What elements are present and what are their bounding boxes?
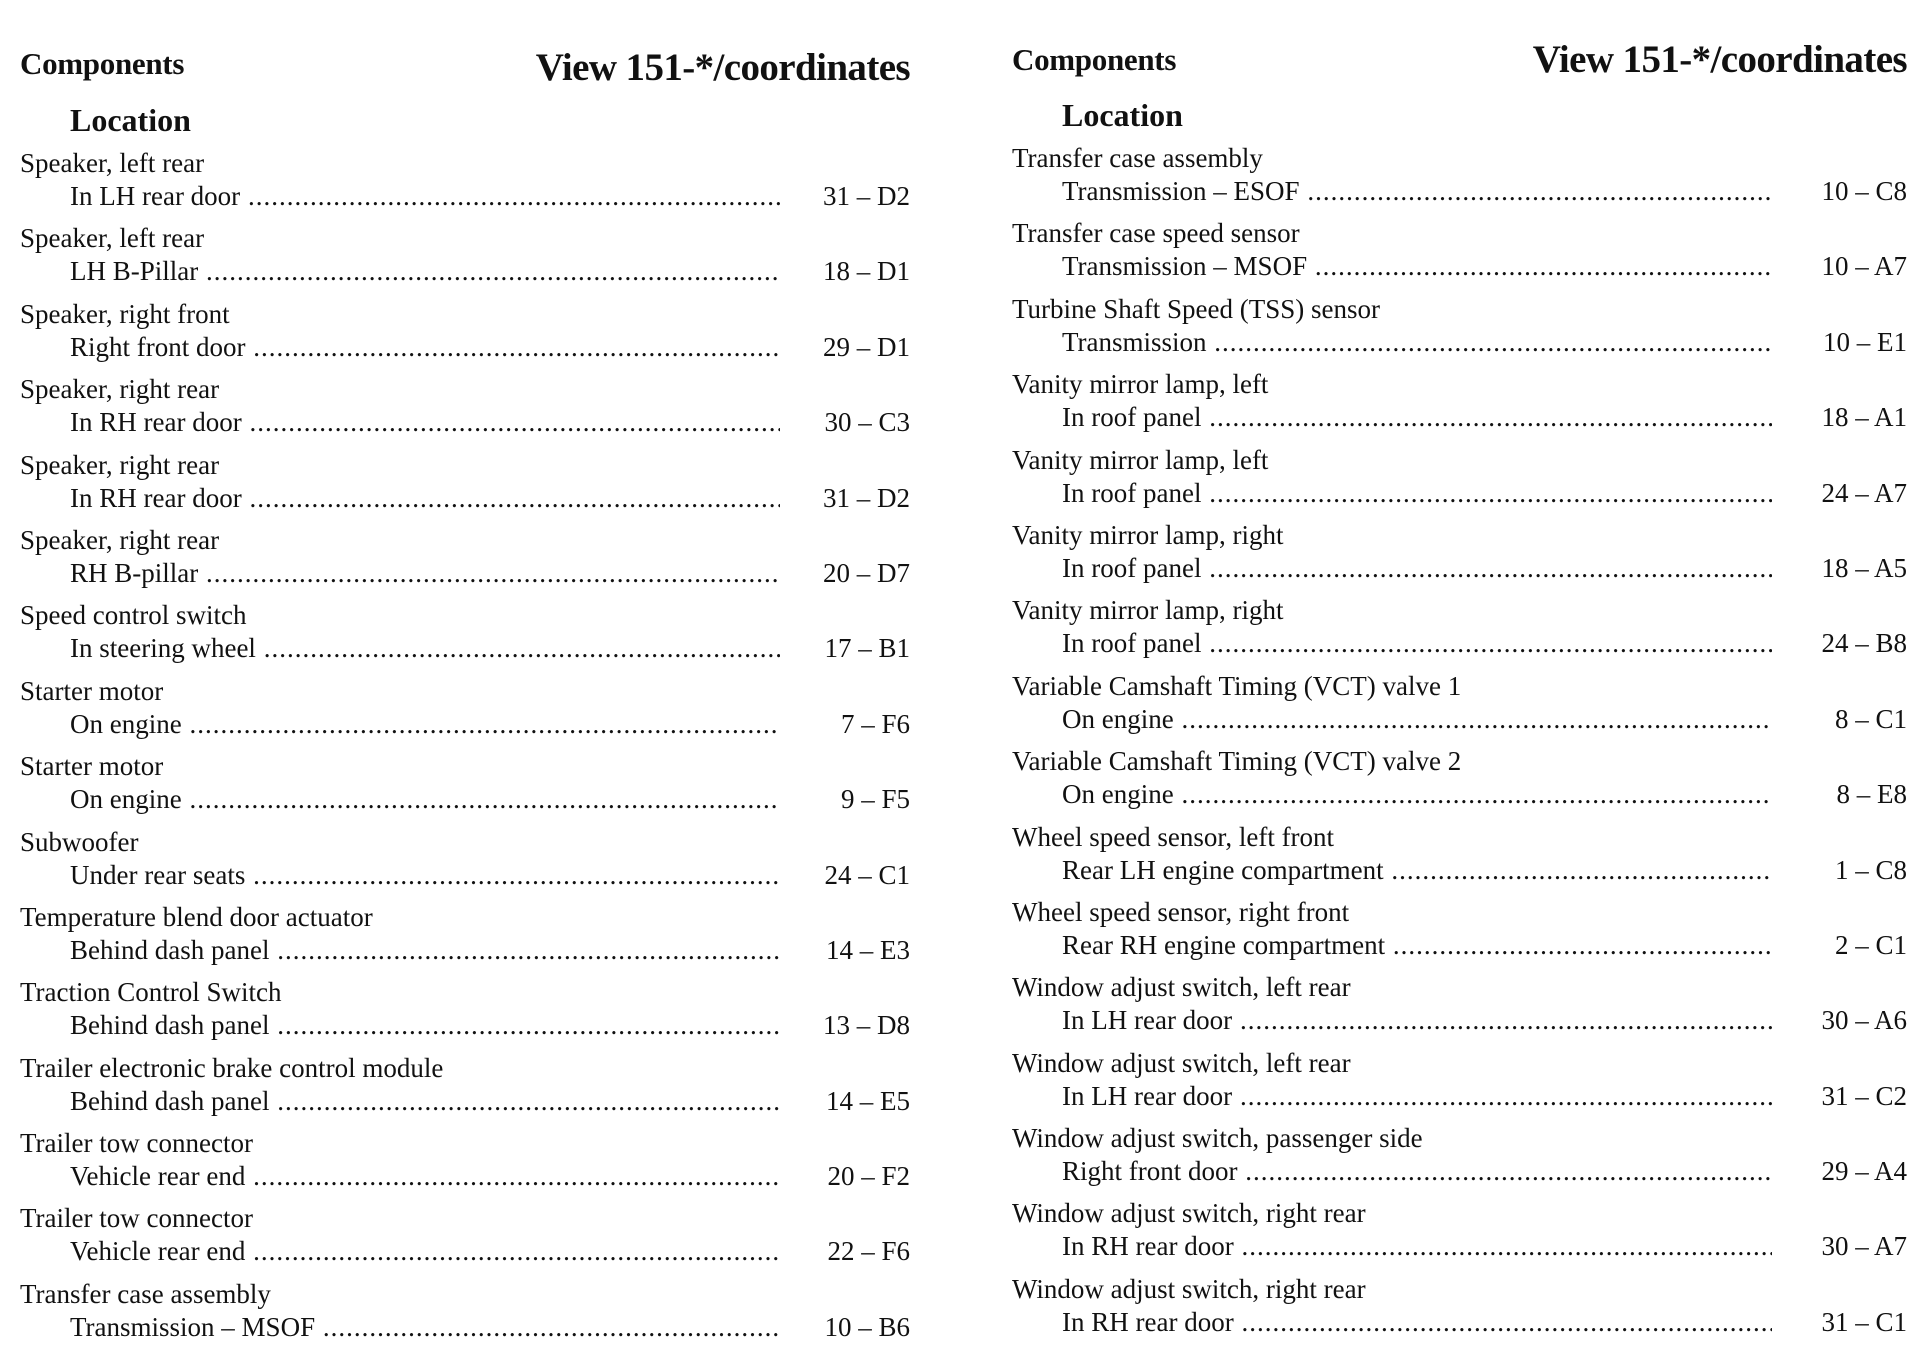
location-row	[1012, 1305, 1907, 1339]
component-entry	[20, 675, 910, 750]
diagram-coordinate: 10 – E1	[1823, 326, 1907, 357]
component-name: Transfer case speed sensor	[1012, 218, 1300, 249]
component-location: In roof panel .....	[1062, 476, 1772, 510]
component-location: In roof panel .....	[1062, 551, 1772, 585]
component-name: Starter motor	[20, 751, 164, 782]
view-coordinates-heading: View 151-*/coordinates	[535, 46, 910, 89]
component-entry	[20, 599, 910, 674]
component-location: Rear LH engine compartment .....	[1062, 853, 1772, 887]
diagram-coordinate: 24 – A7	[1821, 477, 1907, 508]
component-name: Window adjust switch, right rear	[1012, 1198, 1366, 1229]
component-location: Behind dash panel .....	[70, 1084, 780, 1118]
component-location: In LH rear door .....	[1062, 1003, 1772, 1037]
location-row	[1012, 853, 1907, 887]
component-location: In LH rear door .....	[1062, 1079, 1772, 1113]
location-row	[20, 179, 910, 213]
component-name: Speed control switch	[20, 600, 247, 631]
component-name: Vanity mirror lamp, right	[1012, 519, 1284, 550]
component-location: LH B-Pillar .....	[70, 254, 780, 288]
location-row	[20, 330, 910, 364]
component-name: Subwoofer	[20, 826, 139, 857]
component-name: Variable Camshaft Timing (VCT) valve 2	[1012, 746, 1462, 777]
location-row	[1012, 1229, 1907, 1263]
diagram-coordinate: 31 – D2	[823, 181, 910, 211]
component-entry	[20, 222, 910, 297]
component-entry	[20, 976, 910, 1051]
location-row	[20, 1234, 910, 1268]
component-entry	[20, 1052, 910, 1127]
component-name: Trailer tow connector	[20, 1203, 253, 1234]
component-location: In RH rear door .....	[70, 481, 780, 515]
component-name: Transfer case assembly	[20, 1278, 271, 1309]
component-location: Vehicle rear end .....	[70, 1234, 780, 1268]
diagram-coordinate: 10 – B6	[824, 1311, 910, 1342]
location-row	[1012, 249, 1907, 283]
component-entry	[20, 298, 910, 373]
location-row	[1012, 551, 1907, 585]
component-entry	[20, 147, 910, 222]
component-location: On engine .....	[1062, 777, 1772, 811]
components-heading: Components	[20, 46, 185, 81]
component-location: On engine .....	[70, 707, 780, 741]
diagram-coordinate: 14 – E5	[826, 1085, 910, 1116]
component-entry	[20, 1278, 910, 1353]
left-page-header	[20, 0, 910, 138]
component-name: Temperature blend door actuator	[20, 901, 373, 932]
left-entry-list	[20, 147, 910, 1353]
component-name: Trailer electronic brake control module	[20, 1052, 444, 1083]
component-location: Transmission – MSOF .....	[1062, 249, 1772, 283]
component-entry	[20, 826, 910, 901]
component-name: Window adjust switch, right rear	[1012, 1273, 1366, 1304]
diagram-coordinate: 22 – F6	[827, 1236, 910, 1267]
diagram-coordinate: 17 – B1	[824, 633, 910, 664]
location-row	[1012, 325, 1907, 359]
diagram-coordinate: 2 – C1	[1834, 929, 1907, 960]
location-row	[20, 1008, 910, 1042]
diagram-coordinate: 30 – A7	[1821, 1231, 1907, 1262]
location-heading: Location	[1062, 97, 1183, 133]
component-name: Speaker, right front	[20, 298, 230, 329]
component-location: Transmission – MSOF .....	[70, 1310, 780, 1344]
location-row	[20, 1084, 910, 1118]
diagram-coordinate: 10 – A7	[1821, 251, 1907, 282]
diagram-coordinate: 30 – C3	[824, 407, 910, 438]
location-row	[1012, 928, 1907, 962]
diagram-coordinate: 8 – C1	[1834, 703, 1907, 734]
component-name: Speaker, right rear	[20, 524, 220, 555]
component-location: Vehicle rear end .....	[70, 1159, 780, 1193]
location-row	[20, 933, 910, 967]
right-entry-list	[1012, 142, 1907, 1348]
location-row	[1012, 476, 1907, 510]
component-entry	[1012, 1122, 1907, 1197]
component-entry	[1012, 896, 1907, 971]
component-entry	[1012, 971, 1907, 1046]
component-entry	[1012, 142, 1907, 217]
component-entry	[1012, 1197, 1907, 1272]
component-location: Transmission .....	[1062, 325, 1772, 359]
component-name: Speaker, right rear	[20, 449, 220, 480]
diagram-coordinate: 29 – D1	[823, 331, 910, 362]
component-entry	[1012, 444, 1907, 519]
diagram-coordinate: 24 – C1	[824, 859, 910, 890]
component-entry	[1012, 217, 1907, 292]
location-row	[1012, 1079, 1907, 1113]
component-entry	[20, 373, 910, 448]
location-row	[1012, 1154, 1907, 1188]
component-entry	[1012, 368, 1907, 443]
diagram-coordinate: 24 – B8	[1821, 628, 1907, 659]
location-row	[20, 481, 910, 515]
location-row	[20, 405, 910, 439]
component-location: In roof panel .....	[1062, 400, 1772, 434]
component-location: Transmission – ESOF .....	[1062, 174, 1772, 208]
diagram-coordinate: 31 – C2	[1821, 1080, 1907, 1111]
diagram-coordinate: 18 – D1	[823, 256, 910, 287]
component-entry	[20, 449, 910, 524]
component-entry	[20, 901, 910, 976]
component-name: Trailer tow connector	[20, 1128, 253, 1159]
component-name: Vanity mirror lamp, right	[1012, 595, 1284, 626]
component-name: Traction Control Switch	[20, 977, 282, 1008]
component-name: Starter motor	[20, 675, 164, 706]
diagram-coordinate: 18 – A1	[1821, 402, 1907, 433]
location-row	[1012, 777, 1907, 811]
location-row	[20, 1310, 910, 1344]
location-row	[1012, 702, 1907, 736]
location-row	[1012, 400, 1907, 434]
component-entry	[1012, 519, 1907, 594]
component-location: In steering wheel .....	[70, 631, 780, 665]
location-row	[1012, 174, 1907, 208]
component-entry	[1012, 670, 1907, 745]
component-name: Transfer case assembly	[1012, 143, 1263, 173]
location-row	[20, 858, 910, 892]
component-location: On engine .....	[1062, 702, 1772, 736]
location-heading: Location	[70, 102, 191, 138]
diagram-coordinate: 9 – F5	[840, 784, 910, 815]
location-row	[20, 1159, 910, 1193]
diagram-coordinate: 31 – C1	[1821, 1306, 1907, 1337]
diagram-coordinate: 30 – A6	[1821, 1005, 1907, 1036]
component-location: Under rear seats .....	[70, 858, 780, 892]
component-name: Turbine Shaft Speed (TSS) sensor	[1012, 293, 1380, 324]
left-page	[20, 0, 910, 1344]
diagram-coordinate: 10 – C8	[1821, 176, 1907, 206]
component-name: Speaker, right rear	[20, 374, 220, 405]
component-location: Rear RH engine compartment .....	[1062, 928, 1772, 962]
location-row	[20, 631, 910, 665]
component-entry	[20, 750, 910, 825]
right-page-header	[1012, 0, 1907, 133]
component-name: Window adjust switch, left rear	[1012, 972, 1351, 1003]
diagram-coordinate: 1 – C8	[1834, 854, 1907, 885]
components-heading: Components	[1012, 42, 1177, 77]
component-location: Right front door .....	[1062, 1154, 1772, 1188]
diagram-coordinate: 14 – E3	[826, 934, 910, 965]
component-name: Window adjust switch, passenger side	[1012, 1123, 1423, 1154]
location-row	[20, 782, 910, 816]
location-row	[1012, 1003, 1907, 1037]
component-name: Wheel speed sensor, left front	[1012, 821, 1335, 852]
component-entry	[20, 1202, 910, 1277]
component-location: Right front door .....	[70, 330, 780, 364]
diagram-coordinate: 8 – E8	[1836, 779, 1907, 810]
component-name: Wheel speed sensor, right front	[1012, 896, 1350, 927]
diagram-coordinate: 31 – D2	[823, 482, 910, 513]
component-location: Behind dash panel .....	[70, 1008, 780, 1042]
component-entry	[1012, 1047, 1907, 1122]
component-name: Variable Camshaft Timing (VCT) valve 1	[1012, 670, 1462, 701]
component-entry	[1012, 594, 1907, 669]
component-location: On engine .....	[70, 782, 780, 816]
component-name: Speaker, left rear	[20, 223, 205, 254]
component-location: In RH rear door .....	[70, 405, 780, 439]
location-row	[20, 254, 910, 288]
location-row	[20, 707, 910, 741]
diagram-coordinate: 29 – A4	[1821, 1156, 1907, 1187]
component-name: Speaker, left rear	[20, 148, 205, 178]
component-location: RH B-pillar .....	[70, 556, 780, 590]
component-entry	[1012, 1273, 1907, 1348]
location-row	[20, 556, 910, 590]
component-name: Vanity mirror lamp, left	[1012, 444, 1269, 475]
component-entry	[20, 1127, 910, 1202]
component-entry	[1012, 821, 1907, 896]
component-location: Behind dash panel .....	[70, 933, 780, 967]
component-location: In RH rear door .....	[1062, 1305, 1772, 1339]
diagram-coordinate: 20 – D7	[823, 557, 910, 588]
component-entry	[20, 524, 910, 599]
diagram-coordinate: 18 – A5	[1821, 552, 1907, 583]
component-entry	[1012, 745, 1907, 820]
component-location: In RH rear door .....	[1062, 1229, 1772, 1263]
right-page	[1012, 0, 1907, 1344]
view-coordinates-heading: View 151-*/coordinates	[1532, 38, 1907, 81]
diagram-coordinate: 7 – F6	[840, 708, 910, 739]
component-name: Window adjust switch, left rear	[1012, 1047, 1351, 1078]
component-location: In roof panel .....	[1062, 626, 1772, 660]
component-name: Vanity mirror lamp, left	[1012, 369, 1269, 400]
diagram-coordinate: 20 – F2	[827, 1161, 910, 1192]
component-location: In LH rear door .....	[70, 179, 780, 213]
component-entry	[1012, 293, 1907, 368]
diagram-coordinate: 13 – D8	[823, 1010, 910, 1041]
location-row	[1012, 626, 1907, 660]
